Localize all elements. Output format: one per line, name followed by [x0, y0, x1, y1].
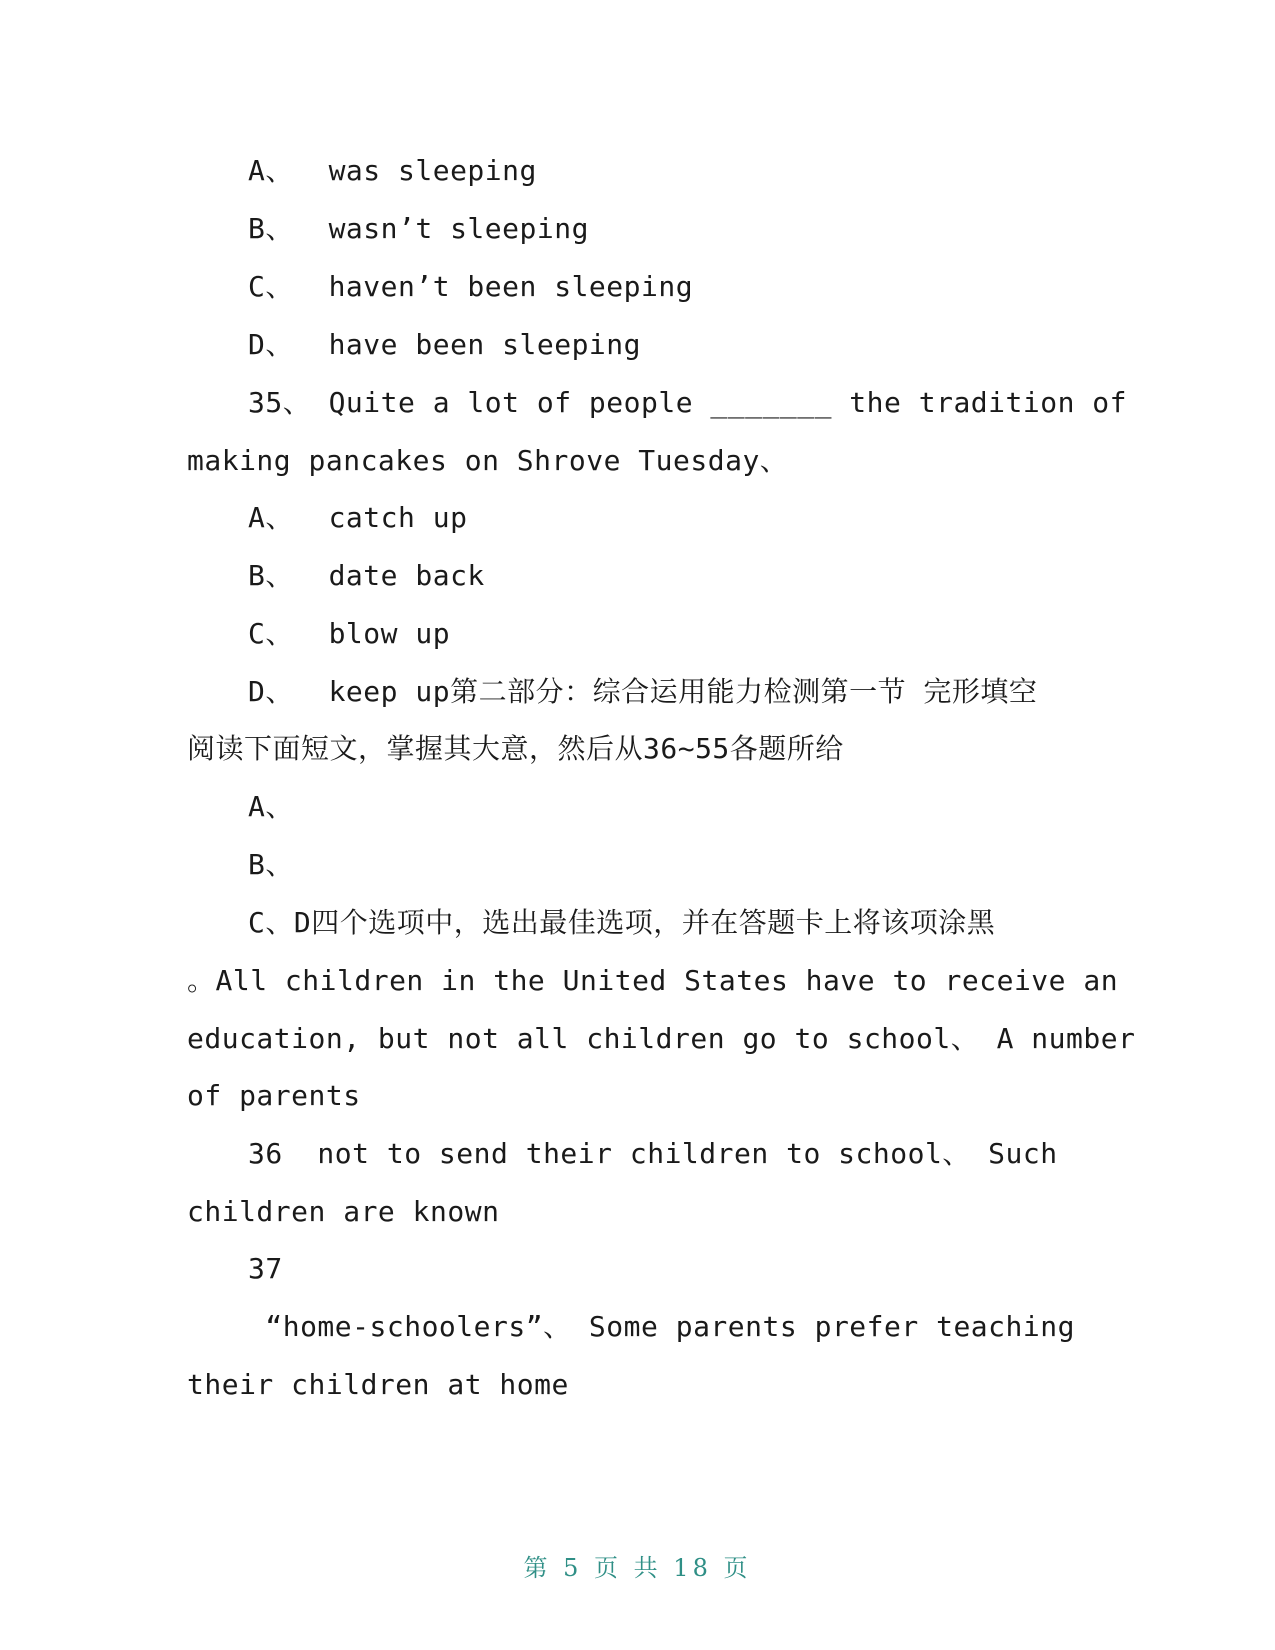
- passage-line: 。All children in the United States have to receive an: [187, 964, 1119, 997]
- option-d-line: D、 have been sleeping: [248, 328, 642, 361]
- option-a-line: A、 catch up: [248, 501, 468, 534]
- passage-line: “home-schoolers”、 Some parents prefer teaching: [248, 1310, 1075, 1343]
- option-b-label: B、: [248, 848, 294, 881]
- passage-line: education, but not all children go to school、 A number: [187, 1022, 1136, 1055]
- instruction-continuation: C、D四个选项中，选出最佳选项，并在答题卡上将该项涂黑: [248, 906, 996, 939]
- option-c-line: C、 blow up: [248, 617, 451, 650]
- passage-line: children are known: [187, 1195, 500, 1228]
- passage-line: their children at home: [187, 1368, 569, 1401]
- option-b-line: B、 wasn’t sleeping: [248, 212, 589, 245]
- instruction-line: 阅读下面短文，掌握其大意，然后从36~55各题所给: [187, 732, 844, 765]
- option-a-label: A、: [248, 790, 294, 823]
- option-d-section-heading-line: D、 keep up第二部分：综合运用能力检测第一节 完形填空: [248, 675, 1038, 708]
- question-35-continuation: making pancakes on Shrove Tuesday、: [187, 444, 789, 477]
- blank-36-line: 36 not to send their children to school、 Such: [248, 1137, 1058, 1170]
- page-footer: 第 5 页 共 18 页: [523, 1554, 752, 1582]
- option-c-line: C、 haven’t been sleeping: [248, 270, 694, 303]
- question-35-line: 35、 Quite a lot of people _______ the tradition of: [248, 386, 1128, 419]
- blank-37-line: 37: [248, 1252, 283, 1285]
- passage-line: of parents: [187, 1079, 361, 1112]
- option-a-line: A、 was sleeping: [248, 154, 537, 187]
- option-b-line: B、 date back: [248, 559, 485, 592]
